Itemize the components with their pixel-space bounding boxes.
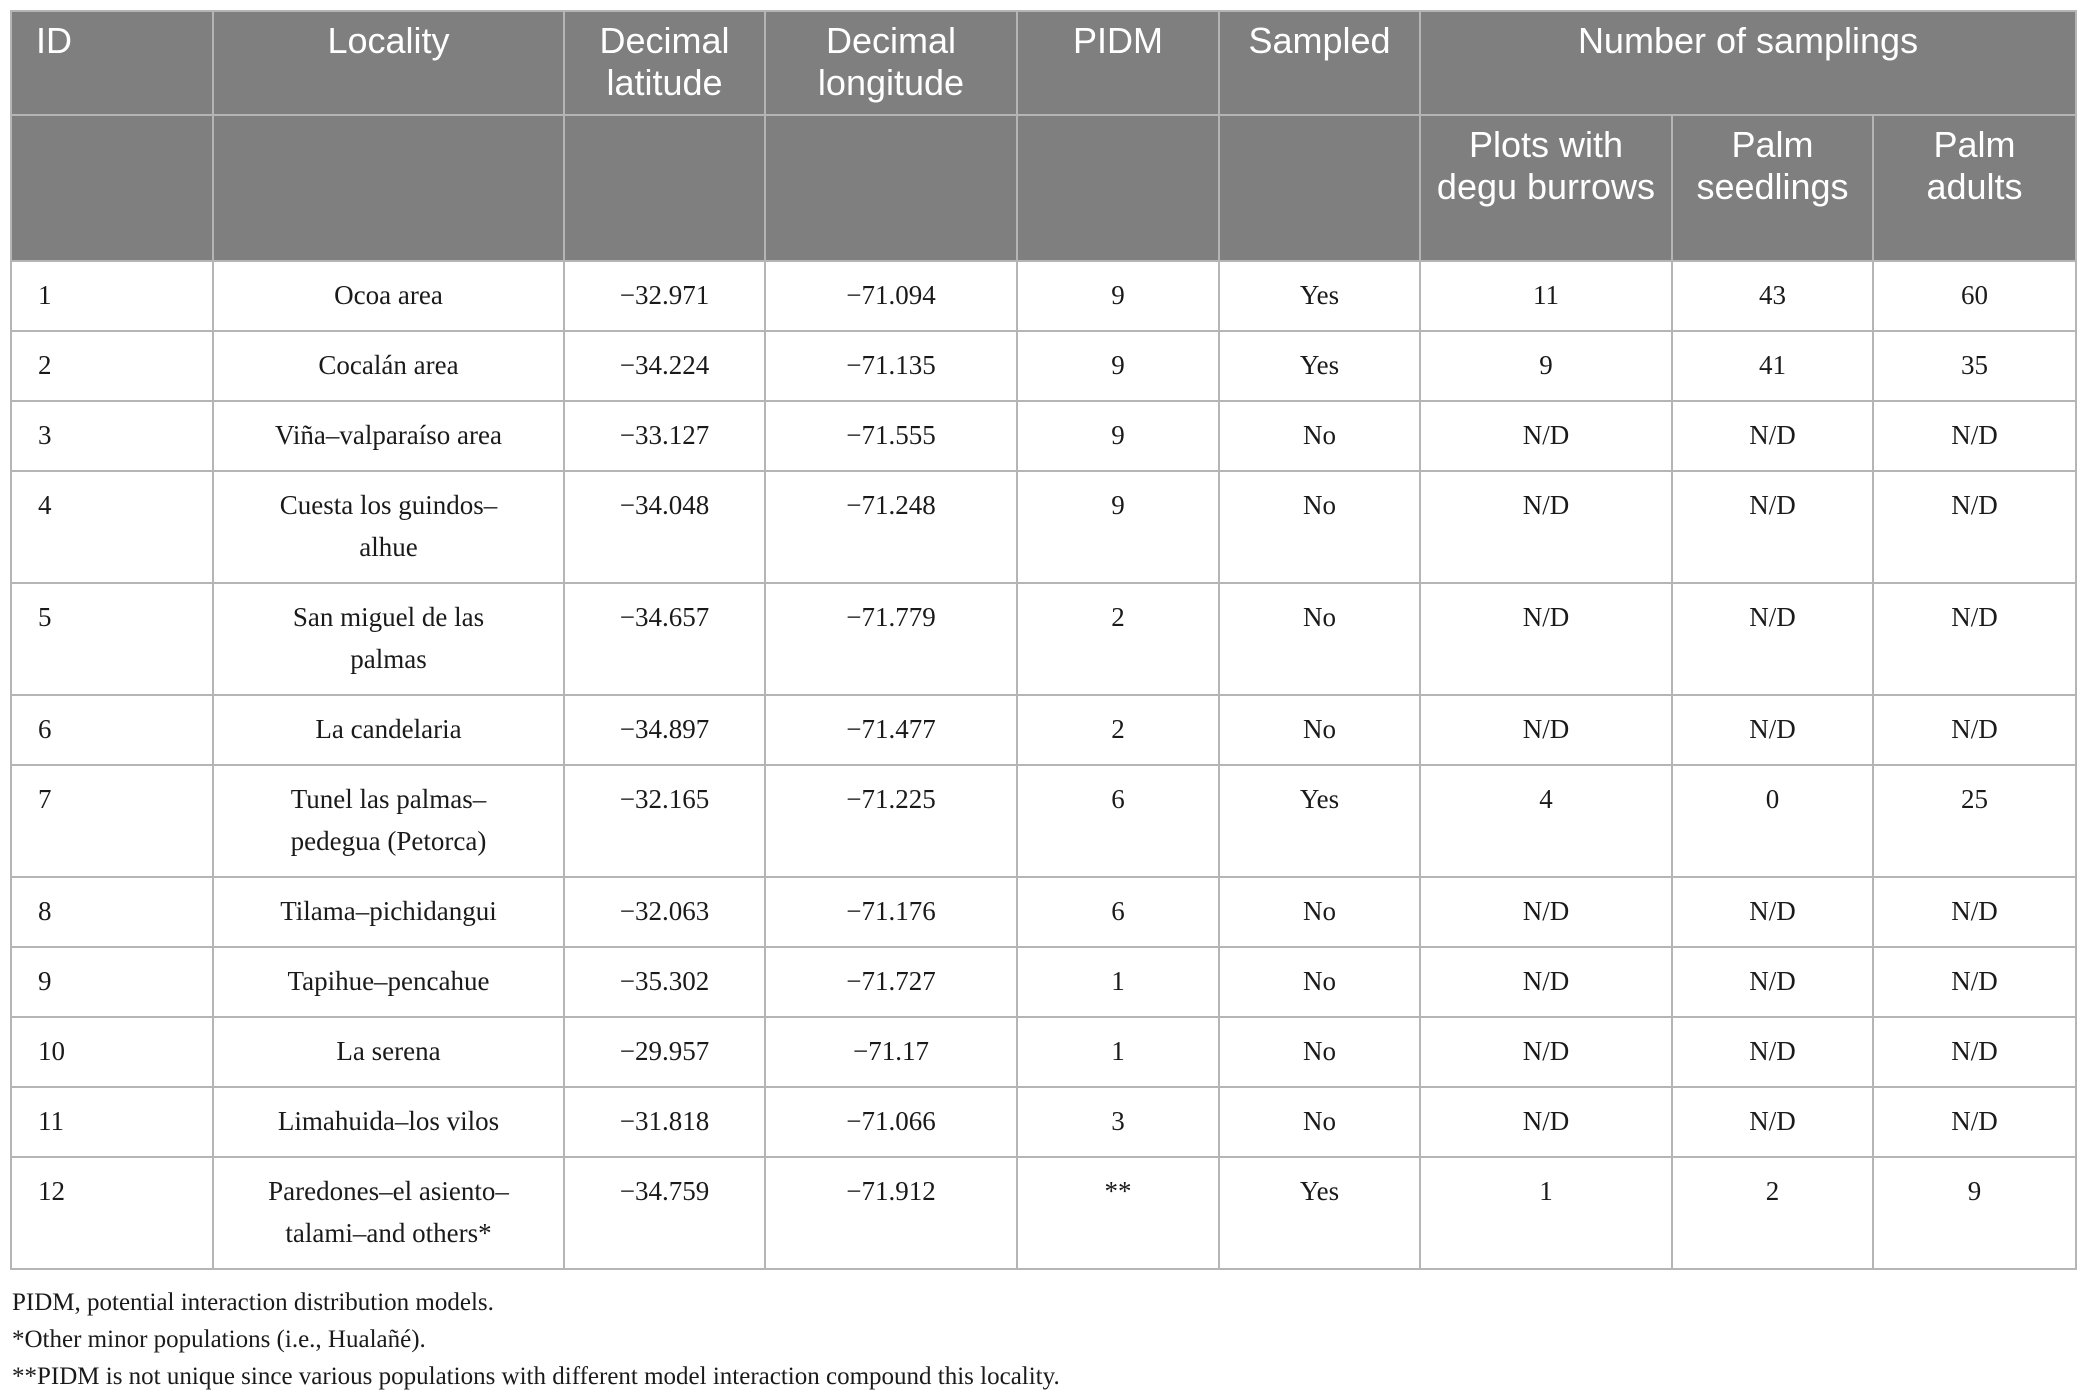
- footnote: *Other minor populations (i.e., Hualañé).: [12, 1326, 426, 1353]
- cell-pidm: 2: [1017, 695, 1219, 765]
- cell-latitude: −32.971: [564, 261, 765, 331]
- header-pidm: PIDM: [1017, 11, 1219, 115]
- cell-palm-adults: 60: [1873, 261, 2076, 331]
- cell-sampled: Yes: [1219, 331, 1420, 401]
- cell-plots-with-degu-burrows: N/D: [1420, 877, 1672, 947]
- cell-latitude: −33.127: [564, 401, 765, 471]
- cell-pidm: 9: [1017, 401, 1219, 471]
- table-row: [11, 471, 2076, 583]
- cell-palm-seedlings: N/D: [1672, 401, 1873, 471]
- cell-plots-with-degu-burrows: N/D: [1420, 1087, 1672, 1157]
- cell-longitude: −71.912: [765, 1157, 1017, 1269]
- cell-sampled: No: [1219, 947, 1420, 1017]
- table-row: [11, 331, 2076, 401]
- cell-locality: Viña–valparaíso area: [213, 401, 564, 471]
- cell-latitude: −35.302: [564, 947, 765, 1017]
- cell-longitude: −71.135: [765, 331, 1017, 401]
- cell-locality: Cocalán area: [213, 331, 564, 401]
- cell-palm-adults: N/D: [1873, 1017, 2076, 1087]
- footnote: PIDM, potential interaction distribution models.: [12, 1289, 494, 1316]
- header-palm-seedlings: Palm seedlings: [1672, 115, 1873, 261]
- cell-longitude: −71.779: [765, 583, 1017, 695]
- table-footnotes: [10, 1284, 2075, 1395]
- cell-palm-adults: 35: [1873, 331, 2076, 401]
- cell-latitude: −34.224: [564, 331, 765, 401]
- cell-palm-adults: N/D: [1873, 947, 2076, 1017]
- header-blank: [765, 115, 1017, 261]
- cell-id: 5: [11, 583, 213, 695]
- data-table: [10, 10, 2077, 1270]
- table-row: [11, 765, 2076, 877]
- cell-longitude: −71.176: [765, 877, 1017, 947]
- cell-sampled: No: [1219, 877, 1420, 947]
- cell-locality: La candelaria: [213, 695, 564, 765]
- table-header: [11, 11, 2076, 261]
- cell-longitude: −71.555: [765, 401, 1017, 471]
- cell-locality: Tapihue–pencahue: [213, 947, 564, 1017]
- cell-sampled: No: [1219, 695, 1420, 765]
- cell-palm-seedlings: 43: [1672, 261, 1873, 331]
- cell-id: 7: [11, 765, 213, 877]
- table-row: [11, 695, 2076, 765]
- cell-palm-adults: N/D: [1873, 877, 2076, 947]
- cell-sampled: No: [1219, 471, 1420, 583]
- header-longitude: Decimal longitude: [765, 11, 1017, 115]
- cell-sampled: No: [1219, 583, 1420, 695]
- cell-palm-seedlings: N/D: [1672, 471, 1873, 583]
- cell-locality: Ocoa area: [213, 261, 564, 331]
- cell-longitude: −71.727: [765, 947, 1017, 1017]
- cell-longitude: −71.248: [765, 471, 1017, 583]
- header-palm-adults: Palm adults: [1873, 115, 2076, 261]
- cell-palm-seedlings: 0: [1672, 765, 1873, 877]
- header-latitude: Decimal latitude: [564, 11, 765, 115]
- header-plots-with-degu-burrows: Plots with degu burrows: [1420, 115, 1672, 261]
- table-row: [11, 947, 2076, 1017]
- cell-locality: Tunel las palmas–pedegua (Petorca): [213, 765, 564, 877]
- cell-pidm: 3: [1017, 1087, 1219, 1157]
- cell-plots-with-degu-burrows: 9: [1420, 331, 1672, 401]
- cell-longitude: −71.477: [765, 695, 1017, 765]
- cell-palm-adults: N/D: [1873, 1087, 2076, 1157]
- cell-latitude: −31.818: [564, 1087, 765, 1157]
- cell-longitude: −71.066: [765, 1087, 1017, 1157]
- cell-latitude: −32.063: [564, 877, 765, 947]
- cell-palm-seedlings: N/D: [1672, 695, 1873, 765]
- cell-plots-with-degu-burrows: 4: [1420, 765, 1672, 877]
- cell-locality: La serena: [213, 1017, 564, 1087]
- cell-sampled: Yes: [1219, 765, 1420, 877]
- cell-sampled: No: [1219, 1087, 1420, 1157]
- cell-plots-with-degu-burrows: N/D: [1420, 947, 1672, 1017]
- cell-palm-seedlings: N/D: [1672, 1017, 1873, 1087]
- cell-longitude: −71.225: [765, 765, 1017, 877]
- cell-palm-adults: N/D: [1873, 401, 2076, 471]
- cell-pidm: 9: [1017, 331, 1219, 401]
- cell-palm-seedlings: N/D: [1672, 877, 1873, 947]
- cell-sampled: No: [1219, 1017, 1420, 1087]
- cell-palm-seedlings: N/D: [1672, 583, 1873, 695]
- cell-id: 1: [11, 261, 213, 331]
- cell-palm-seedlings: N/D: [1672, 947, 1873, 1017]
- cell-longitude: −71.094: [765, 261, 1017, 331]
- cell-id: 8: [11, 877, 213, 947]
- cell-pidm: 6: [1017, 877, 1219, 947]
- cell-id: 2: [11, 331, 213, 401]
- table-container: [10, 10, 2075, 1395]
- table-row: [11, 401, 2076, 471]
- table-row: [11, 261, 2076, 331]
- cell-palm-adults: 9: [1873, 1157, 2076, 1269]
- cell-palm-adults: N/D: [1873, 695, 2076, 765]
- cell-pidm: 6: [1017, 765, 1219, 877]
- cell-latitude: −34.657: [564, 583, 765, 695]
- cell-longitude: −71.17: [765, 1017, 1017, 1087]
- header-locality: Locality: [213, 11, 564, 115]
- cell-latitude: −34.759: [564, 1157, 765, 1269]
- header-id: ID: [11, 11, 213, 115]
- header-blank: [1017, 115, 1219, 261]
- cell-plots-with-degu-burrows: N/D: [1420, 583, 1672, 695]
- table-row: [11, 1017, 2076, 1087]
- cell-id: 9: [11, 947, 213, 1017]
- cell-pidm: 1: [1017, 1017, 1219, 1087]
- cell-locality: Paredones–el asiento–talami–and others*: [213, 1157, 564, 1269]
- cell-sampled: No: [1219, 401, 1420, 471]
- cell-sampled: Yes: [1219, 261, 1420, 331]
- cell-locality: Cuesta los guindos–alhue: [213, 471, 564, 583]
- cell-plots-with-degu-burrows: N/D: [1420, 471, 1672, 583]
- cell-palm-seedlings: 2: [1672, 1157, 1873, 1269]
- cell-locality: Tilama–pichidangui: [213, 877, 564, 947]
- header-blank: [1219, 115, 1420, 261]
- table-body: [11, 261, 2076, 1269]
- cell-palm-seedlings: 41: [1672, 331, 1873, 401]
- cell-palm-adults: N/D: [1873, 471, 2076, 583]
- cell-latitude: −32.165: [564, 765, 765, 877]
- cell-id: 3: [11, 401, 213, 471]
- cell-plots-with-degu-burrows: N/D: [1420, 1017, 1672, 1087]
- cell-plots-with-degu-burrows: N/D: [1420, 401, 1672, 471]
- cell-id: 12: [11, 1157, 213, 1269]
- cell-sampled: Yes: [1219, 1157, 1420, 1269]
- cell-locality: Limahuida–los vilos: [213, 1087, 564, 1157]
- header-blank: [11, 115, 213, 261]
- cell-id: 10: [11, 1017, 213, 1087]
- cell-locality: San miguel de las palmas: [213, 583, 564, 695]
- header-sampled: Sampled: [1219, 11, 1420, 115]
- cell-pidm: 9: [1017, 261, 1219, 331]
- cell-latitude: −29.957: [564, 1017, 765, 1087]
- cell-plots-with-degu-burrows: 11: [1420, 261, 1672, 331]
- cell-pidm: 1: [1017, 947, 1219, 1017]
- cell-palm-adults: 25: [1873, 765, 2076, 877]
- cell-id: 4: [11, 471, 213, 583]
- table-row: [11, 1087, 2076, 1157]
- cell-latitude: −34.897: [564, 695, 765, 765]
- header-blank: [213, 115, 564, 261]
- cell-pidm: 9: [1017, 471, 1219, 583]
- cell-plots-with-degu-burrows: 1: [1420, 1157, 1672, 1269]
- cell-pidm: 2: [1017, 583, 1219, 695]
- footnote: **PIDM is not unique since various populations with different model interaction compound this locality.: [12, 1363, 1060, 1390]
- cell-plots-with-degu-burrows: N/D: [1420, 695, 1672, 765]
- header-number-of-samplings: Number of samplings: [1420, 11, 2076, 115]
- cell-latitude: −34.048: [564, 471, 765, 583]
- table-row: [11, 877, 2076, 947]
- cell-palm-adults: N/D: [1873, 583, 2076, 695]
- cell-pidm: **: [1017, 1157, 1219, 1269]
- cell-palm-seedlings: N/D: [1672, 1087, 1873, 1157]
- header-blank: [564, 115, 765, 261]
- cell-id: 6: [11, 695, 213, 765]
- cell-id: 11: [11, 1087, 213, 1157]
- table-row: [11, 583, 2076, 695]
- table-row: [11, 1157, 2076, 1269]
